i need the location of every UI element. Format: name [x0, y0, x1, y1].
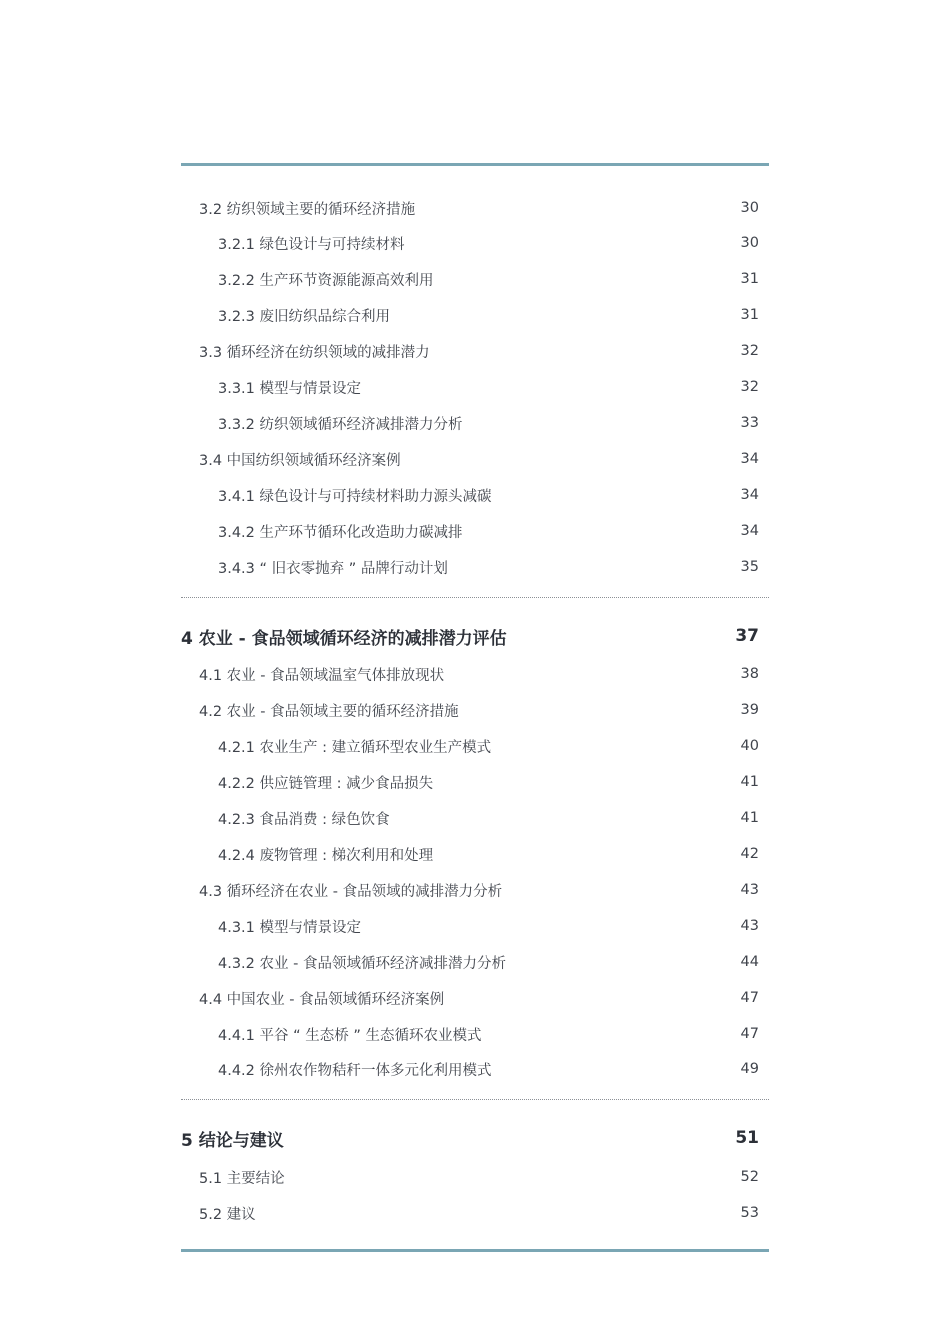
toc-entry-label: 4.2.1 农业生产 : 建立循环型农业生产模式 [218, 739, 492, 756]
toc-entry-label: 3.2.2 生产环节资源能源高效利用 [218, 272, 434, 289]
toc-entry-4-3-1[interactable] [181, 914, 759, 938]
toc-entry-page: 32 [740, 379, 759, 395]
dotted-divider [181, 597, 769, 598]
toc-entry-3-2-2[interactable] [181, 267, 759, 291]
toc-entry-4-1[interactable] [181, 662, 759, 686]
toc-entry-page: 49 [740, 1061, 759, 1077]
toc-entry-4-4[interactable] [181, 986, 759, 1010]
toc-entry-3-4-1[interactable] [181, 483, 759, 507]
toc-entry-page: 38 [740, 666, 759, 682]
toc-entry-label: 4.3.2 农业 - 食品领域循环经济减排潜力分析 [218, 955, 506, 972]
toc-chapter-label: 4 农业 - 食品领域循环经济的减排潜力评估 [181, 628, 507, 649]
toc-entry-label: 4.4.1 平谷 “ 生态桥 ” 生态循环农业模式 [218, 1027, 482, 1044]
toc-entry-3-2[interactable] [181, 196, 759, 220]
toc-entry-page: 34 [740, 487, 759, 503]
toc-chapter-4[interactable] [181, 623, 759, 649]
toc-entry-label: 3.2.3 废旧纺织品综合利用 [218, 308, 391, 325]
toc-entry-label: 4.4.2 徐州农作物秸秆一体多元化利用模式 [218, 1062, 492, 1079]
toc-entry-4-2-2[interactable] [181, 770, 759, 794]
dotted-divider [181, 1099, 769, 1100]
toc-entry-page: 30 [740, 200, 759, 216]
toc-entry-4-3[interactable] [181, 878, 759, 902]
toc-entry-4-2[interactable] [181, 698, 759, 722]
toc-entry-3-4-3[interactable] [181, 555, 759, 579]
toc-entry-4-4-2[interactable] [181, 1057, 759, 1081]
toc-entry-label: 3.3.2 纺织领域循环经济减排潜力分析 [218, 416, 463, 433]
toc-entry-3-3-2[interactable] [181, 411, 759, 435]
toc-entry-page: 31 [740, 271, 759, 287]
toc-entry-page: 44 [740, 954, 759, 970]
toc-entry-label: 3.3 循环经济在纺织领域的减排潜力 [199, 344, 430, 361]
toc-entry-label: 3.2.1 绿色设计与可持续材料 [218, 236, 405, 253]
toc-entry-page: 34 [740, 451, 759, 467]
toc-entry-page: 43 [740, 918, 759, 934]
toc-entry-label: 5.2 建议 [199, 1206, 256, 1223]
toc-entry-3-3[interactable] [181, 339, 759, 363]
toc-chapter-5[interactable] [181, 1125, 759, 1151]
toc-entry-3-2-3[interactable] [181, 303, 759, 327]
toc-entry-label: 5.1 主要结论 [199, 1170, 285, 1187]
toc-entry-3-3-1[interactable] [181, 375, 759, 399]
toc-entry-4-2-4[interactable] [181, 842, 759, 866]
toc-entry-page: 33 [740, 415, 759, 431]
top-rule [181, 163, 769, 166]
toc-entry-label: 3.4 中国纺织领域循环经济案例 [199, 452, 401, 469]
toc-entry-label: 3.4.3 “ 旧衣零抛弃 ” 品牌行动计划 [218, 560, 448, 577]
toc-entry-3-2-1[interactable] [181, 231, 759, 255]
toc-entry-page: 47 [740, 1026, 759, 1042]
toc-entry-page: 30 [740, 235, 759, 251]
toc-chapter-label: 5 结论与建议 [181, 1130, 284, 1151]
bottom-rule [181, 1249, 769, 1252]
toc-entry-label: 3.2 纺织领域主要的循环经济措施 [199, 201, 416, 218]
toc-entry-label: 4.4 中国农业 - 食品领域循环经济案例 [199, 991, 445, 1008]
toc-entry-3-4[interactable] [181, 447, 759, 471]
toc-entry-label: 4.1 农业 - 食品领域温室气体排放现状 [199, 667, 445, 684]
toc-entry-label: 4.3.1 模型与情景设定 [218, 919, 362, 936]
toc-entry-page: 43 [740, 882, 759, 898]
toc-entry-label: 4.2 农业 - 食品领域主要的循环经济措施 [199, 703, 459, 720]
toc-entry-4-2-1[interactable] [181, 734, 759, 758]
toc-entry-page: 53 [740, 1205, 759, 1221]
toc-entry-4-3-2[interactable] [181, 950, 759, 974]
toc-entry-label: 3.3.1 模型与情景设定 [218, 380, 362, 397]
toc-entry-page: 52 [740, 1169, 759, 1185]
toc-entry-3-4-2[interactable] [181, 519, 759, 543]
toc-entry-label: 4.2.3 食品消费 : 绿色饮食 [218, 811, 390, 828]
toc-entry-page: 41 [740, 810, 759, 826]
toc-entry-page: 40 [740, 738, 759, 754]
toc-entry-label: 4.2.4 废物管理 : 梯次利用和处理 [218, 847, 434, 864]
toc-entry-4-2-3[interactable] [181, 806, 759, 830]
toc-entry-label: 4.3 循环经济在农业 - 食品领域的减排潜力分析 [199, 883, 503, 900]
toc-entry-label: 4.2.2 供应链管理 : 减少食品损失 [218, 775, 434, 792]
toc-entry-label: 3.4.1 绿色设计与可持续材料助力源头减碳 [218, 488, 492, 505]
toc-entry-page: 42 [740, 846, 759, 862]
toc-entry-page: 35 [740, 559, 759, 575]
toc-entry-label: 3.4.2 生产环节循环化改造助力碳减排 [218, 524, 463, 541]
toc-entry-page: 47 [740, 990, 759, 1006]
toc-entry-4-4-1[interactable] [181, 1022, 759, 1046]
toc-entry-page: 34 [740, 523, 759, 539]
toc-entry-5-1[interactable] [181, 1165, 759, 1189]
toc-chapter-page: 37 [735, 626, 759, 646]
toc-chapter-page: 51 [735, 1128, 759, 1148]
toc-entry-page: 39 [740, 702, 759, 718]
toc-entry-page: 41 [740, 774, 759, 790]
toc-entry-page: 32 [740, 343, 759, 359]
toc-entry-page: 31 [740, 307, 759, 323]
toc-entry-5-2[interactable] [181, 1201, 759, 1225]
